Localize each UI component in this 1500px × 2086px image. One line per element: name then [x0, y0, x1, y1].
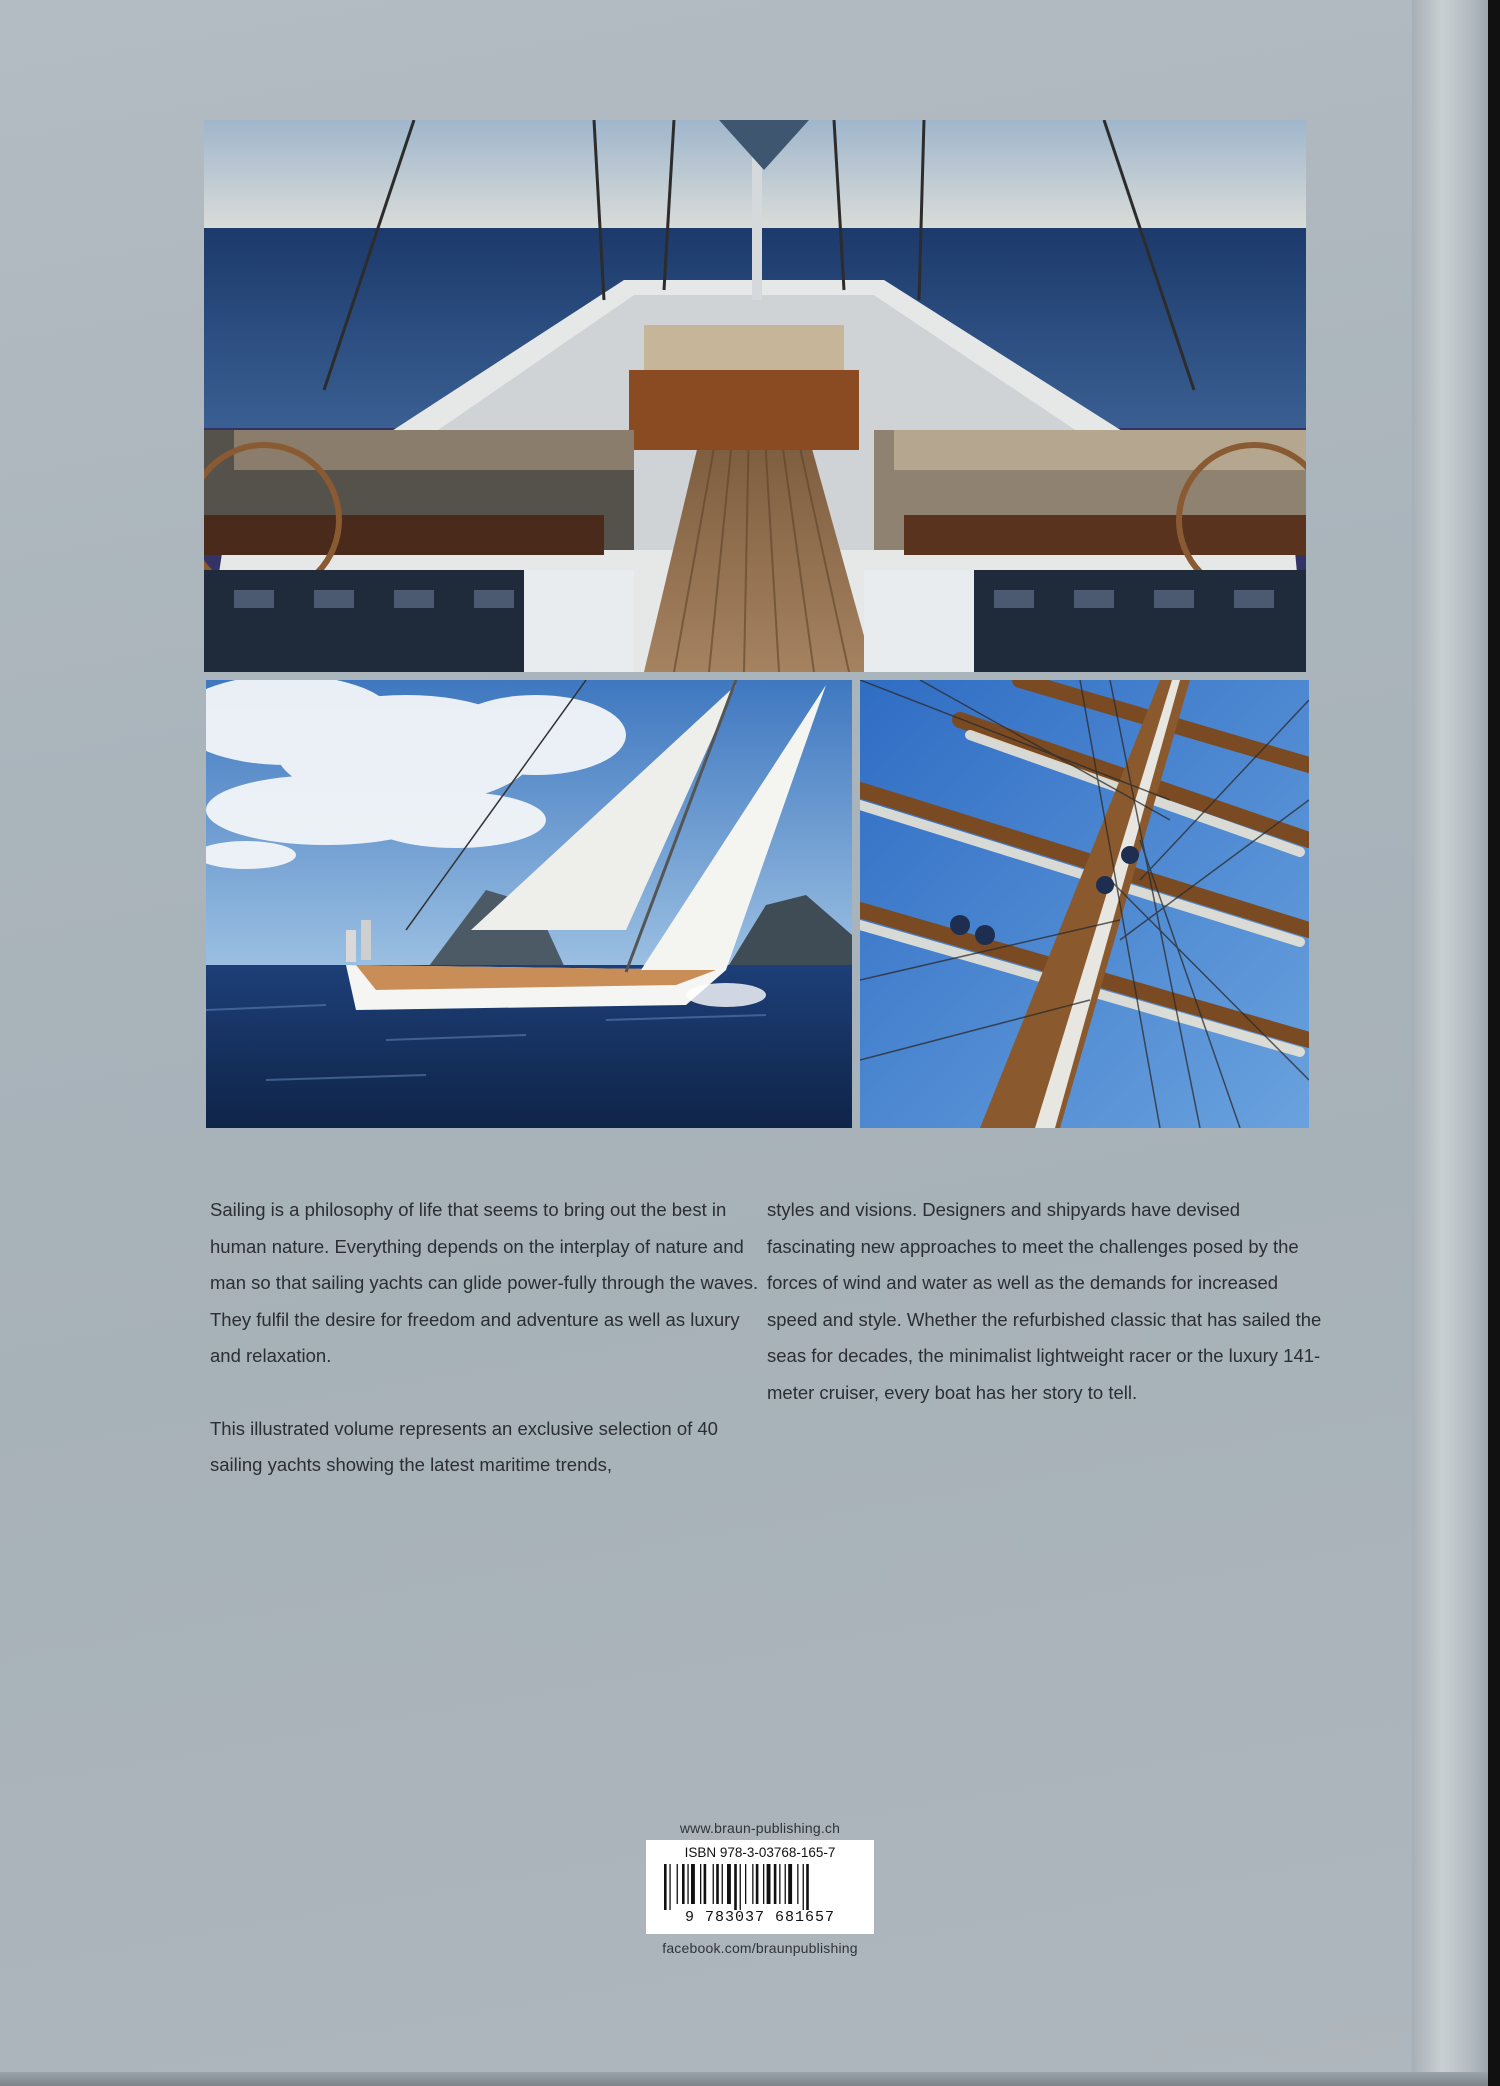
blurb-paragraph: This illustrated volume represents an exclusive selection of 40 sailing yachts showing the latest maritime trends,	[210, 1417, 718, 1475]
blurb-paragraph: Sailing is a philosophy of life that seems to bring out the best in human nature. Everything depends on the interplay of nature and man so that sailing yachts can glide power-fully through the waves. They fulfil the desire for freedom and adventure as well as luxury and relaxation.	[210, 1199, 759, 1366]
barcode-label	[646, 1840, 874, 1934]
publisher-website: www.braun-publishing.ch	[679, 1820, 841, 1836]
cover-bottom-edge	[0, 2072, 1488, 2086]
background-edge	[1488, 0, 1500, 2086]
blurb-paragraph: styles and visions. Designers and shipyards have devised fascinating new approaches to meet the challenges posed by the forces of wind and water as well as the demands for increased speed and style. Whether the refurbished classic that has sailed the seas for decades, the minimalist lightweight racer or the luxury 141-meter cruiser, every boat has her story to tell.	[767, 1199, 1322, 1403]
cover-edge	[1412, 0, 1488, 2086]
blurb-left-column	[210, 1192, 770, 1520]
tall-ship-rigging-photo	[860, 680, 1309, 1128]
barcode-digits: 9 783037 681657	[684, 1909, 836, 1926]
barcode-block	[640, 1818, 880, 1958]
blurb-right-column	[767, 1192, 1327, 1447]
isbn-number: ISBN 978-3-03768-165-7	[684, 1845, 836, 1860]
yacht-deck-photo	[204, 120, 1306, 672]
sailing-yacht-photo	[206, 680, 852, 1128]
publisher-facebook: facebook.com/braunpublishing	[662, 1940, 858, 1956]
barcode-icon	[662, 1864, 858, 1910]
